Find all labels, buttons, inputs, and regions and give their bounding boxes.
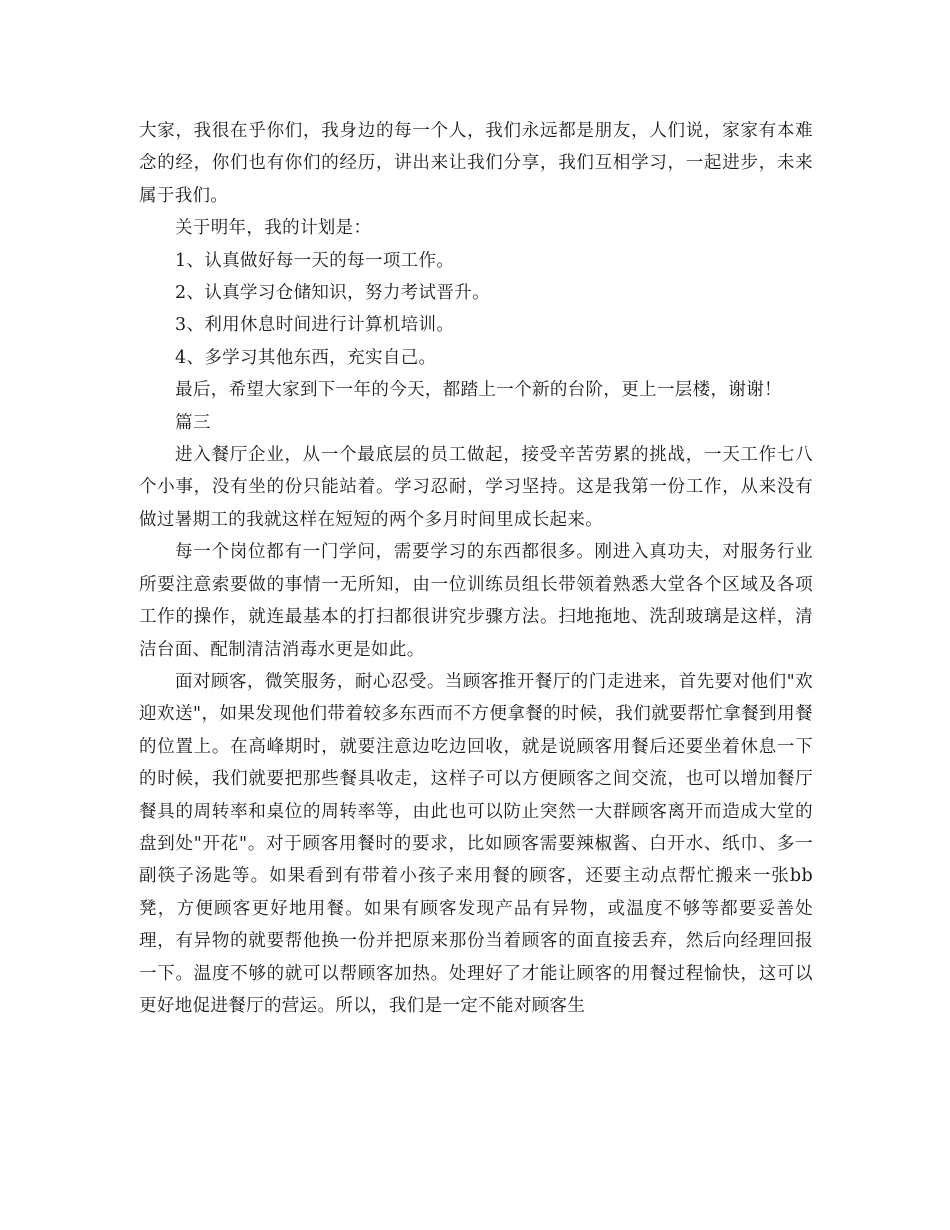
list-item-plan-1: 1、认真做好每一天的每一项工作。 [175,250,455,271]
paragraph-restaurant-intro: 进入餐厅企业，从一个最底层的员工做起，接受辛苦劳累的挑战，一天工作七八个小事，没有坐的份只能站着。学习忍耐，学习坚持。这是我第一份工作，从来没有做过暑期工的我就这样在短短的两个多月时间里成长起来。 [139,445,813,530]
paragraph-plan-heading: 关于明年，我的计划是： [175,218,372,239]
paragraph-closing: 最后，希望大家到下一年的今天，都踏上一个新的台阶，更上一层楼，谢谢！ [175,380,782,401]
paragraph-positions: 每一个岗位都有一门学问，需要学习的东西都很多。刚进入真功夫，对服务行业所要注意索要做的事情一无所知，由一位训练员组长带领着熟悉大堂各个区域及各项工作的操作，就连最基本的打扫都很讲究步骤方法。扫地拖地、洗刮玻璃是这样，清洁台面、配制清洁消毒水更是如此。 [139,542,813,660]
list-item-plan-4: 4、多学习其他东西，充实自己。 [175,347,437,368]
section-heading: 篇三 [175,412,211,433]
paragraph-intro: 大家，我很在乎你们，我身边的每一个人，我们永远都是朋友，人们说，家家有本难念的经，你们也有你们的经历，讲出来让我们分享，我们互相学习，一起进步，未来属于我们。 [139,121,813,206]
list-item-plan-3: 3、利用休息时间进行计算机培训。 [175,315,455,336]
document-body [139,115,813,1022]
list-item-plan-2: 2、认真学习仓储知识，努力考试晋升。 [175,283,490,304]
paragraph-customer-service: 面对顾客，微笑服务，耐心忍受。当顾客推开餐厅的门走进来，首先要对他们"欢迎欢送"，如果发现他们带着较多东西而不方便拿餐的时候，我们就要帮忙拿餐到用餐的位置上。在高峰期时，就要注意边吃边回收，就是说顾客用餐后还要坐着休息一下的时候，我们就要把那些餐具收走，这样子可以方便顾客之间交流，也可以增加餐厅餐具的周转率和桌位的周转率等，由此也可以防止突然一大群顾客离开而造成大堂的盘到处"开花"。对于顾客用餐时的要求，比如顾客需要辣椒酱、白开水、纸巾、多一副筷子汤匙等。如果看到有带着小孩子来用餐的顾客，还要主动点帮忙搬来一张bb凳，方便顾客更好地用餐。如果有顾客发现产品有异物，或温度不够等都要妥善处理，有异物的就要帮他换一份并把原来那份当着顾客的面直接丢弃，然后向经理回报一下。温度不够的就可以帮顾客加热。处理好了才能让顾客的用餐过程愉快，这可以更好地促进餐厅的营运。所以，我们是一定不能对顾客生 [139,671,813,1016]
